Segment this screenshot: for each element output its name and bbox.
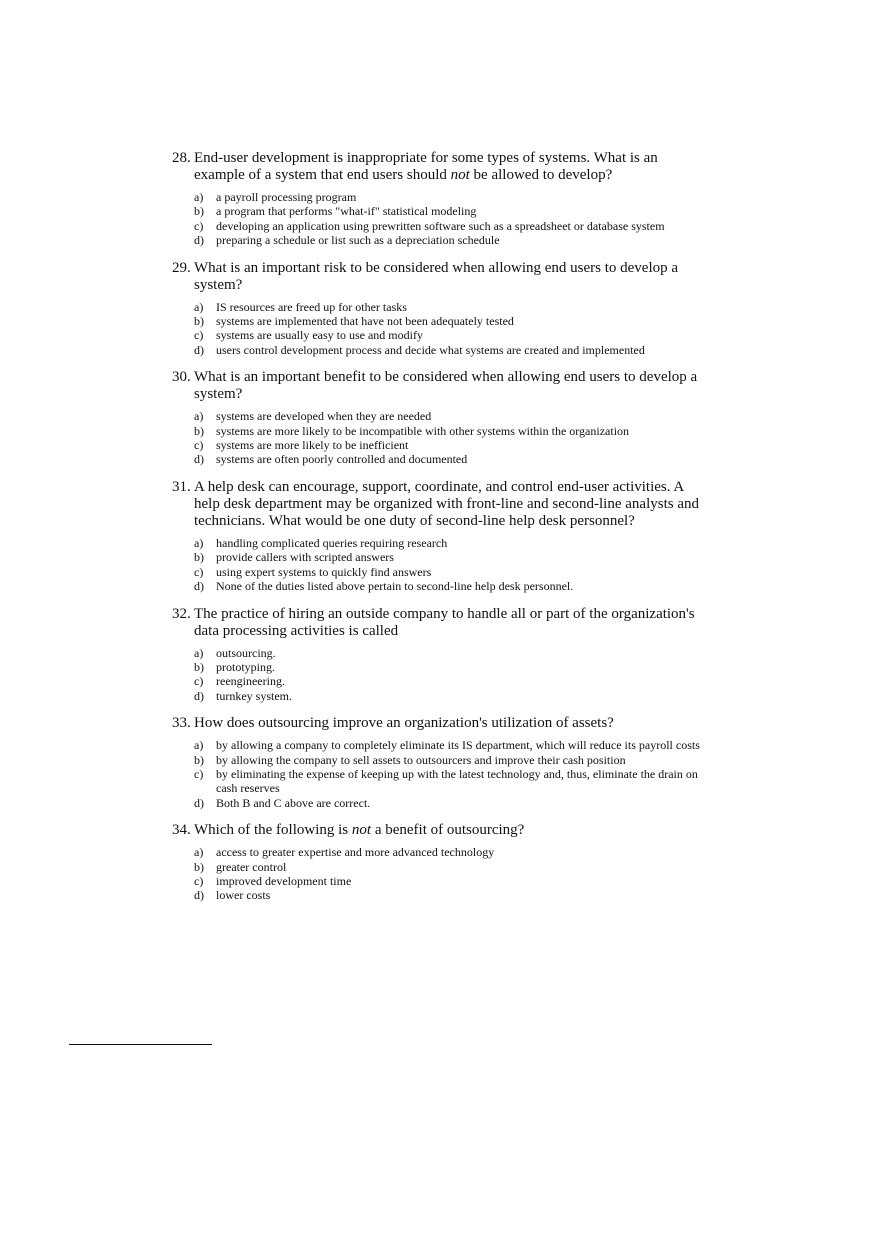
question-stem [172, 715, 712, 732]
answer-option-b [194, 860, 712, 874]
answer-option-c [194, 674, 712, 688]
option-text: greater control [216, 859, 287, 874]
answer-option-b [194, 314, 712, 328]
question-text-part: Which of the following is [194, 822, 352, 839]
option-text: a program that performs "what-if" statistical modeling [216, 204, 477, 219]
question-30 [172, 369, 712, 467]
answer-option-a [194, 845, 712, 859]
question-number: 33. [172, 715, 191, 732]
option-text: systems are developed when they are needed [216, 409, 432, 424]
option-letter: c) [194, 873, 204, 888]
question-list [172, 150, 712, 915]
option-text: provide callers with scripted answers [216, 550, 394, 565]
answer-options [194, 845, 712, 903]
option-letter: b) [194, 314, 204, 329]
answer-option-d [194, 689, 712, 703]
answer-option-b [194, 660, 712, 674]
answer-option-c [194, 328, 712, 342]
question-text [194, 822, 712, 839]
option-letter: b) [194, 550, 204, 565]
question-28 [172, 150, 712, 248]
answer-option-a [194, 738, 712, 752]
question-text-emphasis: not [450, 167, 470, 183]
option-text: developing an application using prewritten software such as a spreadsheet or database system [216, 218, 665, 233]
option-text: preparing a schedule or list such as a depreciation schedule [216, 233, 500, 248]
question-stem [172, 479, 712, 530]
footnote-separator-rule [69, 1044, 212, 1045]
answer-option-b [194, 204, 712, 218]
answer-option-d [194, 579, 712, 593]
question-text: What is an important benefit to be considered when allowing end users to develop a system? [194, 369, 698, 403]
question-stem [172, 369, 712, 403]
option-letter: c) [194, 564, 204, 579]
option-letter: d) [194, 452, 204, 467]
option-text: access to greater expertise and more advanced technology [216, 845, 495, 860]
question-number: 34. [172, 822, 191, 839]
option-letter: d) [194, 579, 204, 594]
option-text: by allowing a company to completely eliminate its IS department, which will reduce its payroll costs [216, 738, 700, 753]
question-text-part: be allowed to develop? [469, 167, 613, 183]
option-text: a payroll processing program [216, 190, 357, 204]
answer-option-d [194, 343, 712, 357]
question-number: 28. [172, 150, 191, 166]
option-text: outsourcing. [216, 645, 276, 660]
question-stem [172, 606, 712, 640]
answer-option-c [194, 219, 712, 233]
option-letter: b) [194, 859, 204, 874]
option-letter: a) [194, 845, 204, 860]
answer-options [194, 536, 712, 594]
option-text: users control development process and decide what systems are created and implemented [216, 342, 645, 357]
option-letter: c) [194, 328, 204, 343]
option-letter: c) [194, 766, 204, 781]
question-29 [172, 260, 712, 358]
question-text [194, 150, 712, 184]
answer-option-c [194, 767, 712, 796]
answer-option-d [194, 452, 712, 466]
option-text: systems are more likely to be inefficient [216, 438, 409, 453]
answer-option-d [194, 888, 712, 902]
answer-option-c [194, 565, 712, 579]
answer-option-c [194, 438, 712, 452]
answer-option-a [194, 190, 712, 204]
option-letter: c) [194, 674, 204, 689]
answer-option-c [194, 874, 712, 888]
option-letter: c) [194, 438, 204, 453]
option-letter: a) [194, 738, 204, 753]
question-number: 31. [172, 478, 191, 495]
question-text: What is an important risk to be considered when allowing end users to develop a system? [194, 259, 679, 293]
question-text: A help desk can encourage, support, coordinate, and control end-user activities. A help desk department may be organized with front-line and second-line analysts and technicians. What would be one duty of second-line help desk personnel? [194, 478, 699, 529]
answer-option-b [194, 550, 712, 564]
answer-option-d [194, 796, 712, 810]
option-text: None of the duties listed above pertain to second-line help desk personnel. [216, 579, 574, 594]
option-letter: c) [194, 218, 204, 233]
option-letter: b) [194, 659, 204, 674]
option-letter: a) [194, 409, 204, 424]
question-text: The practice of hiring an outside company to handle all or part of the organization's data processing activities is called [194, 605, 695, 639]
option-text: by allowing the company to sell assets to outsourcers and improve their cash position [216, 752, 626, 767]
option-letter: a) [194, 299, 204, 314]
option-text: systems are usually easy to use and modify [216, 328, 423, 343]
answer-option-d [194, 233, 712, 247]
option-text: prototyping. [216, 659, 275, 674]
option-text: systems are often poorly controlled and documented [216, 452, 468, 467]
answer-option-a [194, 409, 712, 423]
question-text-part: End-user development is inappropriate for some types of systems. What is an example of a system that end users should [194, 150, 658, 183]
option-letter: d) [194, 688, 204, 703]
option-text: using expert systems to quickly find answers [216, 564, 432, 579]
option-text: reengineering. [216, 674, 285, 689]
option-letter: a) [194, 190, 204, 204]
question-32 [172, 606, 712, 704]
answer-option-a [194, 646, 712, 660]
question-34 [172, 822, 712, 903]
answer-options [194, 300, 712, 358]
question-text-emphasis: not [351, 822, 372, 839]
option-text: Both B and C above are correct. [216, 795, 371, 810]
question-number: 32. [172, 605, 191, 622]
question-stem [172, 822, 712, 839]
option-letter: b) [194, 423, 204, 438]
question-stem [172, 260, 712, 294]
question-text-part: a benefit of outsourcing? [371, 822, 525, 839]
option-text: systems are more likely to be incompatible with other systems within the organization [216, 423, 630, 438]
question-number: 30. [172, 369, 191, 386]
answer-options [194, 738, 712, 810]
option-text: by eliminating the expense of keeping up with the latest technology and, thus, eliminate the drain on cash reserves [216, 766, 698, 796]
answer-option-b [194, 424, 712, 438]
option-text: improved development time [216, 873, 352, 888]
option-text: systems are implemented that have not been adequately tested [216, 314, 514, 329]
question-33 [172, 715, 712, 810]
option-text: lower costs [216, 888, 271, 903]
question-31 [172, 479, 712, 594]
option-letter: a) [194, 645, 204, 660]
question-stem [172, 150, 712, 184]
answer-options [194, 646, 712, 704]
option-letter: d) [194, 233, 204, 248]
answer-option-a [194, 300, 712, 314]
option-letter: d) [194, 888, 204, 903]
answer-option-a [194, 536, 712, 550]
option-text: turnkey system. [216, 688, 292, 703]
option-letter: a) [194, 535, 204, 550]
option-text: IS resources are freed up for other tasks [216, 299, 407, 314]
answer-options [194, 409, 712, 467]
question-text: How does outsourcing improve an organization's utilization of assets? [194, 715, 614, 732]
option-letter: d) [194, 795, 204, 810]
option-letter: d) [194, 342, 204, 357]
option-text: handling complicated queries requiring research [216, 535, 448, 550]
question-number: 29. [172, 259, 191, 276]
option-letter: b) [194, 204, 204, 219]
answer-option-b [194, 753, 712, 767]
answer-options [194, 190, 712, 248]
option-letter: b) [194, 752, 204, 767]
